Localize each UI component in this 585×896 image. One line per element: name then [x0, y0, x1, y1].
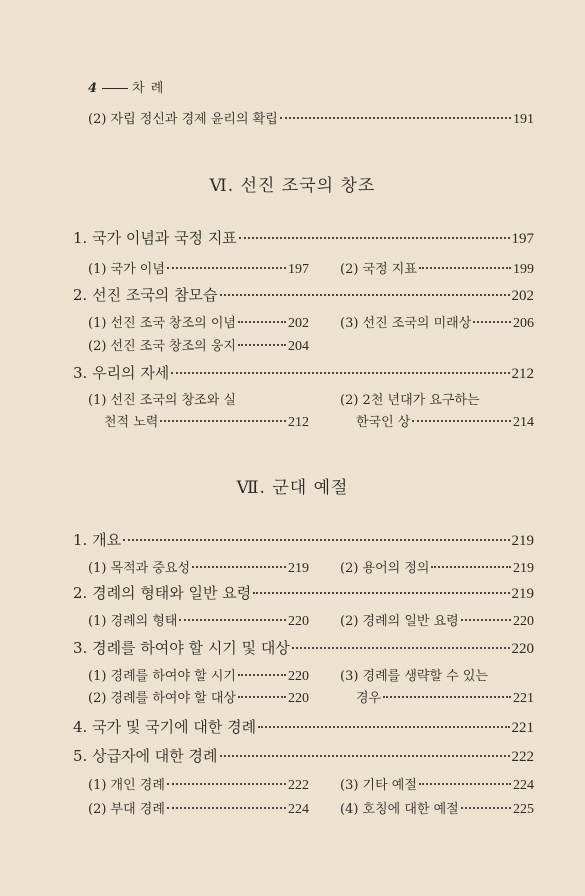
toc-subentry-page: 197	[288, 262, 309, 277]
toc-subentry	[340, 411, 534, 431]
leader-dots	[167, 807, 286, 809]
toc-subentry	[340, 312, 534, 332]
toc-entry	[73, 637, 534, 658]
leader-dots	[258, 726, 509, 728]
toc-subentry	[88, 687, 309, 707]
toc-entry-label: 2. 경례의 형태와 일반 요령	[73, 584, 252, 602]
toc-subentry	[88, 798, 309, 818]
toc-subentry	[88, 665, 309, 685]
toc-subentry-label: (2) 부대 경례	[88, 802, 165, 817]
toc-subentry-page: 222	[288, 778, 309, 793]
toc-subentry-label-line1: (2) 2천 년대가 요구하는	[340, 393, 480, 408]
toc-entry	[73, 716, 534, 737]
toc-subentry	[88, 774, 309, 794]
leader-dots	[419, 267, 511, 269]
toc-subentry	[340, 774, 534, 794]
toc-subentry	[88, 312, 309, 332]
leader-dots	[419, 783, 511, 785]
toc-entry-page: 197	[511, 231, 534, 247]
toc-subentry	[88, 557, 309, 577]
toc-entry-page: 221	[511, 720, 534, 736]
toc-subentry-label: (3) 선진 조국의 미래상	[340, 316, 472, 331]
toc-subentry-page: 220	[288, 691, 309, 706]
toc-subentry-page: 219	[288, 561, 309, 576]
toc-subentry-page: 221	[513, 691, 534, 706]
toc-subentry-page: 220	[513, 614, 534, 629]
toc-entry-label: 2. 선진 조국의 참모습	[73, 286, 218, 304]
leader-dots	[238, 696, 286, 698]
toc-subentry-page: 214	[513, 415, 534, 430]
section-title: Ⅶ. 군대 예절	[236, 478, 349, 498]
toc-subentry-label: (1) 선진 조국 창조의 이념	[88, 316, 236, 331]
toc-subentry-page: 225	[513, 802, 534, 817]
leader-dots	[171, 372, 509, 374]
toc-subentry-label-line1: (3) 경례를 생략할 수 있는	[340, 669, 488, 684]
toc-subentry-label-line2: 경우	[356, 691, 382, 706]
leader-dots	[239, 237, 510, 239]
toc-subentry	[340, 557, 534, 577]
toc-subentry-label: (1) 경례를 하여야 할 시기	[88, 669, 236, 684]
toc-entry-label: 1. 국가 이념과 국정 지표	[73, 229, 237, 247]
toc-entry-page: 220	[511, 641, 534, 657]
leader-dots	[238, 674, 286, 676]
leader-dots	[160, 420, 286, 422]
toc-subentry-page: 199	[513, 262, 534, 277]
section-title: Ⅵ. 선진 조국의 창조	[209, 176, 376, 196]
toc-subentry	[340, 610, 534, 630]
toc-subentry-label: (1) 개인 경례	[88, 778, 165, 793]
page-number: 4	[88, 81, 99, 96]
leader-dots	[220, 294, 510, 296]
leader-dots	[461, 807, 511, 809]
toc-entry-page: 212	[511, 366, 534, 382]
header-rule	[102, 88, 128, 89]
toc-entry-label: 5. 상급자에 대한 경례	[73, 747, 218, 765]
toc-subentry	[88, 610, 309, 630]
leader-dots	[473, 321, 511, 323]
toc-subentry-page: 212	[288, 415, 309, 430]
toc-entry-page: 202	[511, 288, 534, 304]
toc-entry	[73, 362, 534, 383]
toc-subentry	[88, 258, 309, 278]
toc-subentry-label: (4) 호칭에 대한 예절	[340, 802, 459, 817]
toc-subentry-label-line2: 한국인 상	[356, 415, 411, 430]
leader-dots	[383, 696, 511, 698]
toc-subentry-page: 206	[513, 316, 534, 331]
toc-subentry-label-line2: 천적 노력	[104, 415, 159, 430]
toc-subentry	[88, 335, 309, 355]
toc-entry-label: (2) 자립 정신과 경제 윤리의 확립	[88, 112, 278, 127]
leader-dots	[167, 267, 286, 269]
leader-dots	[238, 344, 286, 346]
toc-subentry-label: (2) 용어의 정의	[340, 561, 430, 576]
leader-dots	[220, 755, 510, 757]
toc-entry	[88, 108, 534, 128]
toc-entry-page: 219	[511, 533, 534, 549]
toc-entry-page: 219	[511, 586, 534, 602]
toc-subentry-page: 219	[513, 561, 534, 576]
toc-entry-page: 191	[513, 112, 534, 127]
toc-subentry-label: (2) 경례를 하여야 할 대상	[88, 691, 236, 706]
toc-entry-label: 3. 우리의 자세	[73, 364, 170, 382]
toc-entry	[73, 582, 534, 603]
toc-entry	[73, 284, 534, 305]
leader-dots	[253, 592, 509, 594]
toc-entry-page: 222	[511, 749, 534, 765]
toc-subentry-label: (1) 국가 이념	[88, 262, 165, 277]
toc-subentry-page: 220	[288, 614, 309, 629]
toc-entry	[73, 745, 534, 766]
toc-entry-label: 3. 경례를 하여야 할 시기 및 대상	[73, 639, 290, 657]
toc-subentry-label: (2) 경례의 일반 요령	[340, 614, 459, 629]
toc-entry-label: 4. 국가 및 국기에 대한 경례	[73, 718, 257, 736]
toc-entry-label: 1. 개요	[73, 531, 122, 549]
toc-subentry	[340, 798, 534, 818]
toc-subentry-page: 224	[288, 802, 309, 817]
toc-subentry	[340, 687, 534, 707]
toc-subentry-page: 204	[288, 339, 309, 354]
leader-dots	[192, 566, 286, 568]
toc-subentry-label: (1) 목적과 중요성	[88, 561, 191, 576]
leader-dots	[461, 619, 511, 621]
toc-subentry	[340, 258, 534, 278]
leader-dots	[431, 566, 511, 568]
leader-dots	[292, 647, 510, 649]
toc-subentry-page: 220	[288, 669, 309, 684]
header-title: 차 례	[132, 81, 165, 96]
leader-dots	[179, 619, 286, 621]
running-header	[88, 77, 164, 96]
toc-subentry-page: 202	[288, 316, 309, 331]
toc-subentry-page: 224	[513, 778, 534, 793]
toc-entry	[73, 227, 534, 248]
toc-entry	[73, 529, 534, 550]
leader-dots	[167, 783, 286, 785]
leader-dots	[280, 117, 511, 119]
toc-subentry-label: (1) 경례의 형태	[88, 614, 178, 629]
toc-subentry-label: (2) 국정 지표	[340, 262, 417, 277]
leader-dots	[412, 420, 511, 422]
leader-dots	[238, 321, 286, 323]
toc-subentry-label: (3) 기타 예절	[340, 778, 417, 793]
toc-subentry	[88, 411, 309, 431]
toc-subentry-label: (2) 선진 조국 창조의 웅지	[88, 339, 236, 354]
toc-subentry-label-line1: (1) 선진 조국의 창조와 실	[88, 393, 236, 408]
leader-dots	[123, 539, 509, 541]
